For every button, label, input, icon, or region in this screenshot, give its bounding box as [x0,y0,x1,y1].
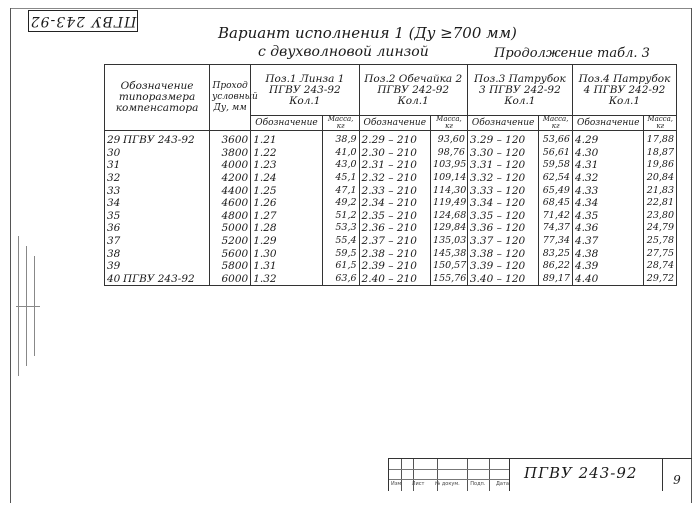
cell-pos1-designation: 1.28 [251,222,322,235]
title-block-label: Лист [411,481,425,487]
cell-pos4-designation: 4.30 [572,147,643,160]
cell-pos3-mass: 86,22 [539,260,573,273]
cell-pos2-mass: 135,03 [431,235,468,248]
cell-pos3-mass: 77,34 [539,235,573,248]
cell-pos2-mass: 150,57 [431,260,468,273]
cell-pos1-mass: 45,1 [322,172,359,185]
cell-pos1-mass: 51,2 [322,210,359,223]
cell-pos1-mass: 47,1 [322,184,359,197]
row-name: ПГВУ 243-92 [123,134,195,147]
title-block-column-labels [391,481,509,487]
cell-pos2-designation: 2.40 – 210 [359,273,430,286]
cell-pos2-mass: 155,76 [431,273,468,286]
header-pos1: Поз.1 Линза 1 ПГВУ 243-92 Кол.1 [251,65,359,116]
cell-pos3-designation: 3.36 – 120 [467,222,538,235]
cell-designation [105,235,210,248]
subheader-mass: Масса, кг [322,116,359,131]
cell-pos4-mass: 21,83 [644,184,677,197]
cell-passage: 4200 [210,172,251,185]
subheader-mass: Масса, кг [431,116,468,131]
cell-pos1-designation: 1.23 [251,159,322,172]
row-number: 35 [107,209,121,222]
cell-pos1-mass: 49,2 [322,197,359,210]
cell-pos3-designation: 3.33 – 120 [467,184,538,197]
cell-pos3-designation: 3.31 – 120 [467,159,538,172]
cell-pos1-mass: 43,0 [322,159,359,172]
sheet-number: 9 [673,473,681,487]
cell-pos3-designation: 3.32 – 120 [467,172,538,185]
header-pos2: Поз.2 Обечайка 2 ПГВУ 242-92 Кол.1 [359,65,467,116]
cell-pos4-mass: 18,87 [644,147,677,160]
cell-pos4-mass: 17,88 [644,131,677,147]
table-row [105,247,677,260]
cell-pos3-mass: 62,54 [539,172,573,185]
cell-designation [105,273,210,286]
cell-pos4-designation: 4.29 [572,131,643,147]
row-number: 32 [107,172,121,185]
cell-passage: 5600 [210,247,251,260]
subheader-designation: Обозначение [467,116,538,131]
cell-pos3-mass: 83,25 [539,247,573,260]
cell-pos1-mass: 61,5 [322,260,359,273]
cell-pos1-mass: 63,6 [322,273,359,286]
cell-pos2-mass: 119,49 [431,197,468,210]
row-number: 36 [107,222,121,235]
title-block [388,458,692,491]
cell-pos3-designation: 3.35 – 120 [467,210,538,223]
cell-pos4-designation: 4.37 [572,235,643,248]
title-block-label: Подп. [470,481,486,487]
cell-pos3-designation: 3.29 – 120 [467,131,538,147]
subheader-designation: Обозначение [359,116,430,131]
cell-pos2-mass: 103,95 [431,159,468,172]
cell-pos3-mass: 89,17 [539,273,573,286]
cell-passage: 5800 [210,260,251,273]
cell-pos3-mass: 65,49 [539,184,573,197]
table-continuation-label: Продолжение табл. 3 [494,46,650,61]
cell-pos3-mass: 74,37 [539,222,573,235]
cell-designation [105,172,210,185]
row-number: 30 [107,146,121,159]
cell-pos1-designation: 1.30 [251,247,322,260]
subheader-designation: Обозначение [572,116,643,131]
cell-pos1-designation: 1.26 [251,197,322,210]
cell-pos3-designation: 3.37 – 120 [467,235,538,248]
cell-pos4-mass: 24,79 [644,222,677,235]
cell-passage: 4000 [210,159,251,172]
cell-pos1-designation: 1.27 [251,210,322,223]
cell-designation [105,222,210,235]
cell-pos1-designation: 1.32 [251,273,322,286]
cell-pos1-mass: 38,9 [322,131,359,147]
cell-designation [105,210,210,223]
cell-pos4-designation: 4.32 [572,172,643,185]
frame-right-line [691,8,692,503]
cell-pos2-designation: 2.37 – 210 [359,235,430,248]
cell-pos2-mass: 145,38 [431,247,468,260]
cell-pos2-mass: 93,60 [431,131,468,147]
table-row [105,260,677,273]
cell-pos1-mass: 41,0 [322,147,359,160]
cell-pos4-mass: 20,84 [644,172,677,185]
cell-pos4-designation: 4.38 [572,247,643,260]
cell-passage: 3600 [210,131,251,147]
cell-designation [105,247,210,260]
table-row [105,273,677,286]
row-number: 39 [107,260,121,273]
table-row [105,147,677,160]
title-block-label: Дата [496,481,509,487]
subheader-designation: Обозначение [251,116,322,131]
table-row [105,235,677,248]
row-number: 37 [107,235,121,248]
cell-pos2-mass: 129,84 [431,222,468,235]
cell-pos1-designation: 1.24 [251,172,322,185]
cell-pos1-designation: 1.29 [251,235,322,248]
cell-designation [105,197,210,210]
cell-passage: 5000 [210,222,251,235]
cell-passage: 4400 [210,184,251,197]
cell-pos1-designation: 1.25 [251,184,322,197]
cell-passage: 4600 [210,197,251,210]
cell-pos3-designation: 3.39 – 120 [467,260,538,273]
cell-pos3-mass: 59,58 [539,159,573,172]
cell-pos4-mass: 28,74 [644,260,677,273]
row-number: 34 [107,197,121,210]
header-designation: Обозначение типоразмера компенсатора [105,65,210,131]
cell-pos3-designation: 3.30 – 120 [467,147,538,160]
subheader-mass: Масса, кг [539,116,573,131]
cell-pos1-mass: 55,4 [322,235,359,248]
cell-pos4-mass: 23,80 [644,210,677,223]
table-row [105,131,677,147]
cell-designation [105,131,210,147]
cell-pos2-designation: 2.36 – 210 [359,222,430,235]
cell-pos4-mass: 25,78 [644,235,677,248]
cell-pos2-designation: 2.30 – 210 [359,147,430,160]
cell-pos4-mass: 19,86 [644,159,677,172]
cell-pos1-designation: 1.22 [251,147,322,160]
side-binding-marks [14,236,44,376]
table-row [105,210,677,223]
specification-table-body [105,131,677,286]
title-block-label: № докум. [435,481,460,487]
row-number: 31 [107,159,121,172]
row-number: 33 [107,184,121,197]
subheader-mass: Масса, кг [644,116,677,131]
cell-passage: 5200 [210,235,251,248]
document-title: Вариант исполнения 1 (Ду ≥700 мм) [218,24,517,42]
frame-top-line [10,8,691,9]
cell-pos1-mass: 53,3 [322,222,359,235]
specification-table [104,64,677,286]
title-block-code: ПГВУ 243-92 [524,464,638,482]
cell-pos4-designation: 4.33 [572,184,643,197]
cell-pos4-designation: 4.31 [572,159,643,172]
cell-pos1-designation: 1.31 [251,260,322,273]
header-pos3: Поз.3 Патрубок 3 ПГВУ 242-92 Кол.1 [467,65,572,116]
cell-pos3-designation: 3.40 – 120 [467,273,538,286]
cell-pos3-mass: 53,66 [539,131,573,147]
cell-pos4-designation: 4.36 [572,222,643,235]
cell-pos2-designation: 2.31 – 210 [359,159,430,172]
cell-pos4-designation: 4.39 [572,260,643,273]
cell-designation [105,147,210,160]
cell-pos2-mass: 124,68 [431,210,468,223]
row-name: ПГВУ 243-92 [123,272,195,285]
cell-pos3-designation: 3.34 – 120 [467,197,538,210]
cell-designation [105,159,210,172]
cell-passage: 3800 [210,147,251,160]
cell-pos4-designation: 4.40 [572,273,643,286]
table-row [105,184,677,197]
cell-pos1-mass: 59,5 [322,247,359,260]
cell-pos2-designation: 2.38 – 210 [359,247,430,260]
cell-pos2-designation: 2.29 – 210 [359,131,430,147]
cell-pos2-designation: 2.34 – 210 [359,197,430,210]
cell-pos2-mass: 109,14 [431,172,468,185]
frame-left-line [10,8,11,503]
cell-pos3-mass: 71,42 [539,210,573,223]
cell-designation [105,260,210,273]
cell-pos2-designation: 2.33 – 210 [359,184,430,197]
cell-designation [105,184,210,197]
title-block-label: Изм [391,481,402,487]
header-passage: Проход условный Ду, мм [210,65,251,131]
table-row [105,172,677,185]
cell-pos2-designation: 2.35 – 210 [359,210,430,223]
cell-pos3-mass: 56,61 [539,147,573,160]
title-block-divider [509,459,510,491]
table-row [105,197,677,210]
cell-pos4-designation: 4.35 [572,210,643,223]
cell-passage: 4800 [210,210,251,223]
table-row [105,159,677,172]
cell-pos2-mass: 98,76 [431,147,468,160]
row-number: 40 [107,272,121,285]
cell-pos2-designation: 2.32 – 210 [359,172,430,185]
cell-pos4-mass: 22,81 [644,197,677,210]
row-number: 29 [107,134,121,147]
cell-pos2-designation: 2.39 – 210 [359,260,430,273]
header-pos4: Поз.4 Патрубок 4 ПГВУ 242-92 Кол.1 [572,65,676,116]
cell-pos4-designation: 4.34 [572,197,643,210]
cell-pos1-designation: 1.21 [251,131,322,147]
rotated-document-stamp: ПГВУ 243-92 [28,10,138,32]
cell-pos4-mass: 29,72 [644,273,677,286]
row-number: 38 [107,247,121,260]
table-row [105,222,677,235]
document-subtitle: с двухволновой линзой [258,44,429,60]
cell-pos3-mass: 68,45 [539,197,573,210]
cell-passage: 6000 [210,273,251,286]
cell-pos2-mass: 114,30 [431,184,468,197]
cell-pos4-mass: 27,75 [644,247,677,260]
cell-pos3-designation: 3.38 – 120 [467,247,538,260]
